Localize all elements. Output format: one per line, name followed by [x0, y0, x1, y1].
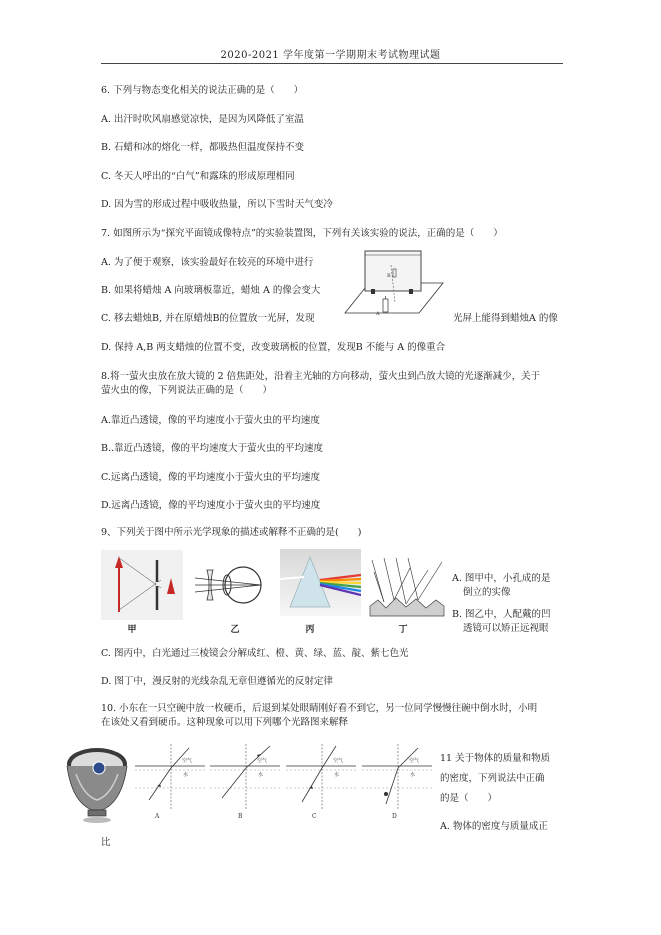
q8-stem-line1: 8.将一萤火虫放在放大镜的 2 倍焦距处，沿着主光轴的方向移动，萤火虫到凸放大镜的光逐渐减少，关于 — [101, 371, 541, 382]
candle-b-label: B — [387, 273, 391, 279]
q8-stem-line2: 萤火虫的像，下列说法正确的是（ ） — [101, 385, 273, 396]
q8-option-a: A.靠近凸透镜，像的平均速度小于萤火虫的平均速度 — [101, 415, 320, 426]
path-label-a: A — [155, 813, 160, 820]
q11-line2: 的密度，下列说法中正确 — [440, 773, 545, 784]
path-label-c: C — [312, 813, 317, 820]
air-label-a: 空气 — [182, 758, 193, 764]
q8-option-b: B..靠近凸透镜，像的平均速度大于萤火虫的平均速度 — [101, 443, 324, 454]
q10-line2: 在该处又看到硬币。这种现象可以用下列哪个光路图来解释 — [101, 717, 349, 728]
q9-option-a-line1: A. 图甲中，小孔成的是 — [452, 573, 551, 584]
q6-stem: 6. 下列与物态变化相关的说法正确的是（ ） — [101, 85, 304, 96]
fig-label-jia: 甲 — [127, 625, 137, 635]
q7-option-c-right: 光屏上能得到蜡烛A 的像 — [453, 313, 558, 324]
header-rule — [101, 63, 563, 64]
q10-line1: 10. 小东在一只空碗中放一枚硬币，后退到某处眼睛刚好看不到它，另一位同学慢慢往碗中倒水时，小明 — [101, 703, 538, 714]
light-path-figure-c — [284, 740, 361, 824]
q9-option-b-line2: 透镜可以矫正远视眼 — [463, 623, 549, 634]
q9-stem: 9、下列关于图中所示光学现象的描述或解释不正确的是( ) — [101, 527, 362, 538]
water-label-d: 水 — [410, 772, 416, 778]
q11-line1: 11 关于物体的质量和物质 — [440, 753, 551, 764]
q8-option-c: C.远离凸透镜，像的平均速度小于萤火虫的平均速度 — [101, 472, 320, 483]
fig-label-bing: 丙 — [305, 625, 315, 635]
air-label-b: 空气 — [257, 758, 268, 764]
light-path-figure-b — [208, 740, 285, 824]
water-label-b: 水 — [258, 772, 264, 778]
eye-lens-figure — [193, 552, 275, 618]
light-path-figure-a — [133, 740, 210, 824]
q7-stem: 7. 如图所示为“探究平面镜成像特点”的实验装置图，下列有关该实验的说法，正确的是（ ） — [101, 228, 503, 239]
q9-option-c: C. 图丙中，白光通过三棱镜会分解成红、橙、黄、绿、蓝、靛、紫七色光 — [101, 648, 409, 659]
q11-option-a-line1: A. 物体的密度与质量成正 — [440, 821, 548, 832]
fig-label-yi: 乙 — [230, 625, 240, 635]
air-label-d: 空气 — [409, 758, 420, 764]
q6-option-a: A. 出汗时吹风扇感觉凉快，是因为风降低了室温 — [101, 114, 304, 125]
path-label-b: B — [238, 813, 243, 820]
q7-option-d: D. 保持 A,B 两支蜡烛的位置不变，改变玻璃板的位置，发现B 不能与 A 的像重合 — [101, 342, 446, 353]
candle-a-label: A — [376, 311, 380, 317]
q7-option-b: B. 如果将蜡烛 A 向玻璃板靠近，蜡烛 A 的像会变大 — [101, 285, 321, 296]
path-label-d: D — [392, 813, 397, 820]
pinhole-camera-figure — [101, 550, 183, 620]
q8-option-d: D.远离凸透镜，像的平均速度小于萤火虫的平均速度 — [101, 500, 321, 511]
air-label-c: 空气 — [333, 758, 344, 764]
q7-option-c-left: C. 移去蜡烛B, 并在原蜡烛B的位置放一光屏，发现 — [101, 313, 315, 324]
water-label-c: 水 — [334, 772, 340, 778]
mirror-experiment-figure — [343, 245, 445, 323]
water-label-a: 水 — [183, 772, 189, 778]
bowl-coin-figure — [64, 740, 130, 828]
q6-option-d: D. 因为雪的形成过程中吸收热量，所以下雪时天气变冷 — [101, 199, 333, 210]
fig-label-ding: 丁 — [398, 625, 408, 635]
q7-option-a: A. 为了便于观察，该实验最好在较亮的环境中进行 — [101, 257, 314, 268]
light-path-figure-d — [360, 740, 437, 824]
prism-dispersion-figure — [280, 549, 361, 616]
q9-option-d: D. 图丁中，漫反射的光线杂乱无章但遵循光的反射定律 — [101, 676, 333, 687]
diffuse-reflection-figure — [366, 550, 446, 618]
q9-option-b-line1: B. 图乙中，人配戴的凹 — [452, 609, 551, 620]
q6-option-c: C. 冬天人呼出的“白气”和露珠的形成原理相同 — [101, 171, 295, 182]
q11-line3: 的是（ ） — [440, 793, 498, 804]
q6-option-b: B. 石蜡和冰的熔化一样，都吸热但温度保持不变 — [101, 142, 305, 153]
q9-option-a-line2: 倒立的实像 — [463, 587, 511, 598]
page-header: 2020-2021 学年度第一学期期末考试物理试题 — [220, 50, 441, 61]
q11-option-a-line2: 比 — [101, 837, 111, 848]
